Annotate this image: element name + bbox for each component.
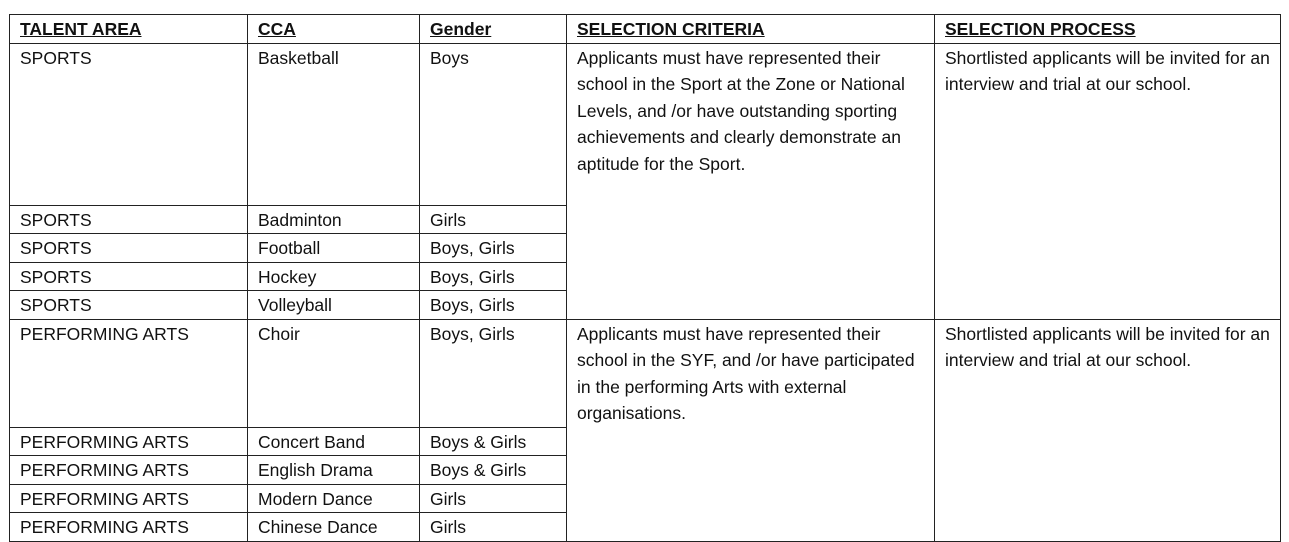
gender-cell: Boys, Girls <box>420 291 567 320</box>
gender-cell: Girls <box>420 484 567 513</box>
cca-selection-table <box>9 14 1281 542</box>
cca-cell: English Drama <box>248 456 420 485</box>
cca-cell: Volleyball <box>248 291 420 320</box>
table-row <box>10 43 1281 205</box>
cca-cell: Modern Dance <box>248 484 420 513</box>
gender-cell: Boys <box>420 43 567 205</box>
gender-cell: Boys, Girls <box>420 234 567 263</box>
talent-area-cell: PERFORMING ARTS <box>10 427 248 456</box>
talent-area-cell: SPORTS <box>10 234 248 263</box>
gender-cell: Boys, Girls <box>420 319 567 427</box>
cca-cell: Chinese Dance <box>248 513 420 542</box>
gender-cell: Boys & Girls <box>420 427 567 456</box>
gender-cell: Boys & Girls <box>420 456 567 485</box>
header-gender: Gender <box>420 15 567 44</box>
header-selection-process: SELECTION PROCESS <box>935 15 1281 44</box>
selection-criteria-cell: Applicants must have represented their school in the Sport at the Zone or National Levels, and /or have outstanding sporting achievements and clearly demonstrate an aptitude for the Sport. <box>567 43 935 319</box>
talent-area-cell: SPORTS <box>10 43 248 205</box>
cca-cell: Badminton <box>248 205 420 234</box>
talent-area-cell: PERFORMING ARTS <box>10 319 248 427</box>
talent-area-cell: PERFORMING ARTS <box>10 484 248 513</box>
cca-cell: Football <box>248 234 420 263</box>
header-row <box>10 15 1281 44</box>
header-talent-area: TALENT AREA <box>10 15 248 44</box>
header-selection-criteria: SELECTION CRITERIA <box>567 15 935 44</box>
cca-cell: Concert Band <box>248 427 420 456</box>
gender-cell: Girls <box>420 205 567 234</box>
cca-cell: Basketball <box>248 43 420 205</box>
talent-area-cell: SPORTS <box>10 205 248 234</box>
talent-area-cell: SPORTS <box>10 291 248 320</box>
talent-area-cell: SPORTS <box>10 262 248 291</box>
selection-criteria-cell: Applicants must have represented their school in the SYF, and /or have participated in the performing Arts with external organisations. <box>567 319 935 541</box>
cca-cell: Choir <box>248 319 420 427</box>
selection-process-cell: Shortlisted applicants will be invited for an interview and trial at our school. <box>935 319 1281 541</box>
talent-area-cell: PERFORMING ARTS <box>10 456 248 485</box>
gender-cell: Girls <box>420 513 567 542</box>
selection-process-cell: Shortlisted applicants will be invited for an interview and trial at our school. <box>935 43 1281 319</box>
cca-cell: Hockey <box>248 262 420 291</box>
table-row <box>10 319 1281 427</box>
talent-area-cell: PERFORMING ARTS <box>10 513 248 542</box>
gender-cell: Boys, Girls <box>420 262 567 291</box>
header-cca: CCA <box>248 15 420 44</box>
